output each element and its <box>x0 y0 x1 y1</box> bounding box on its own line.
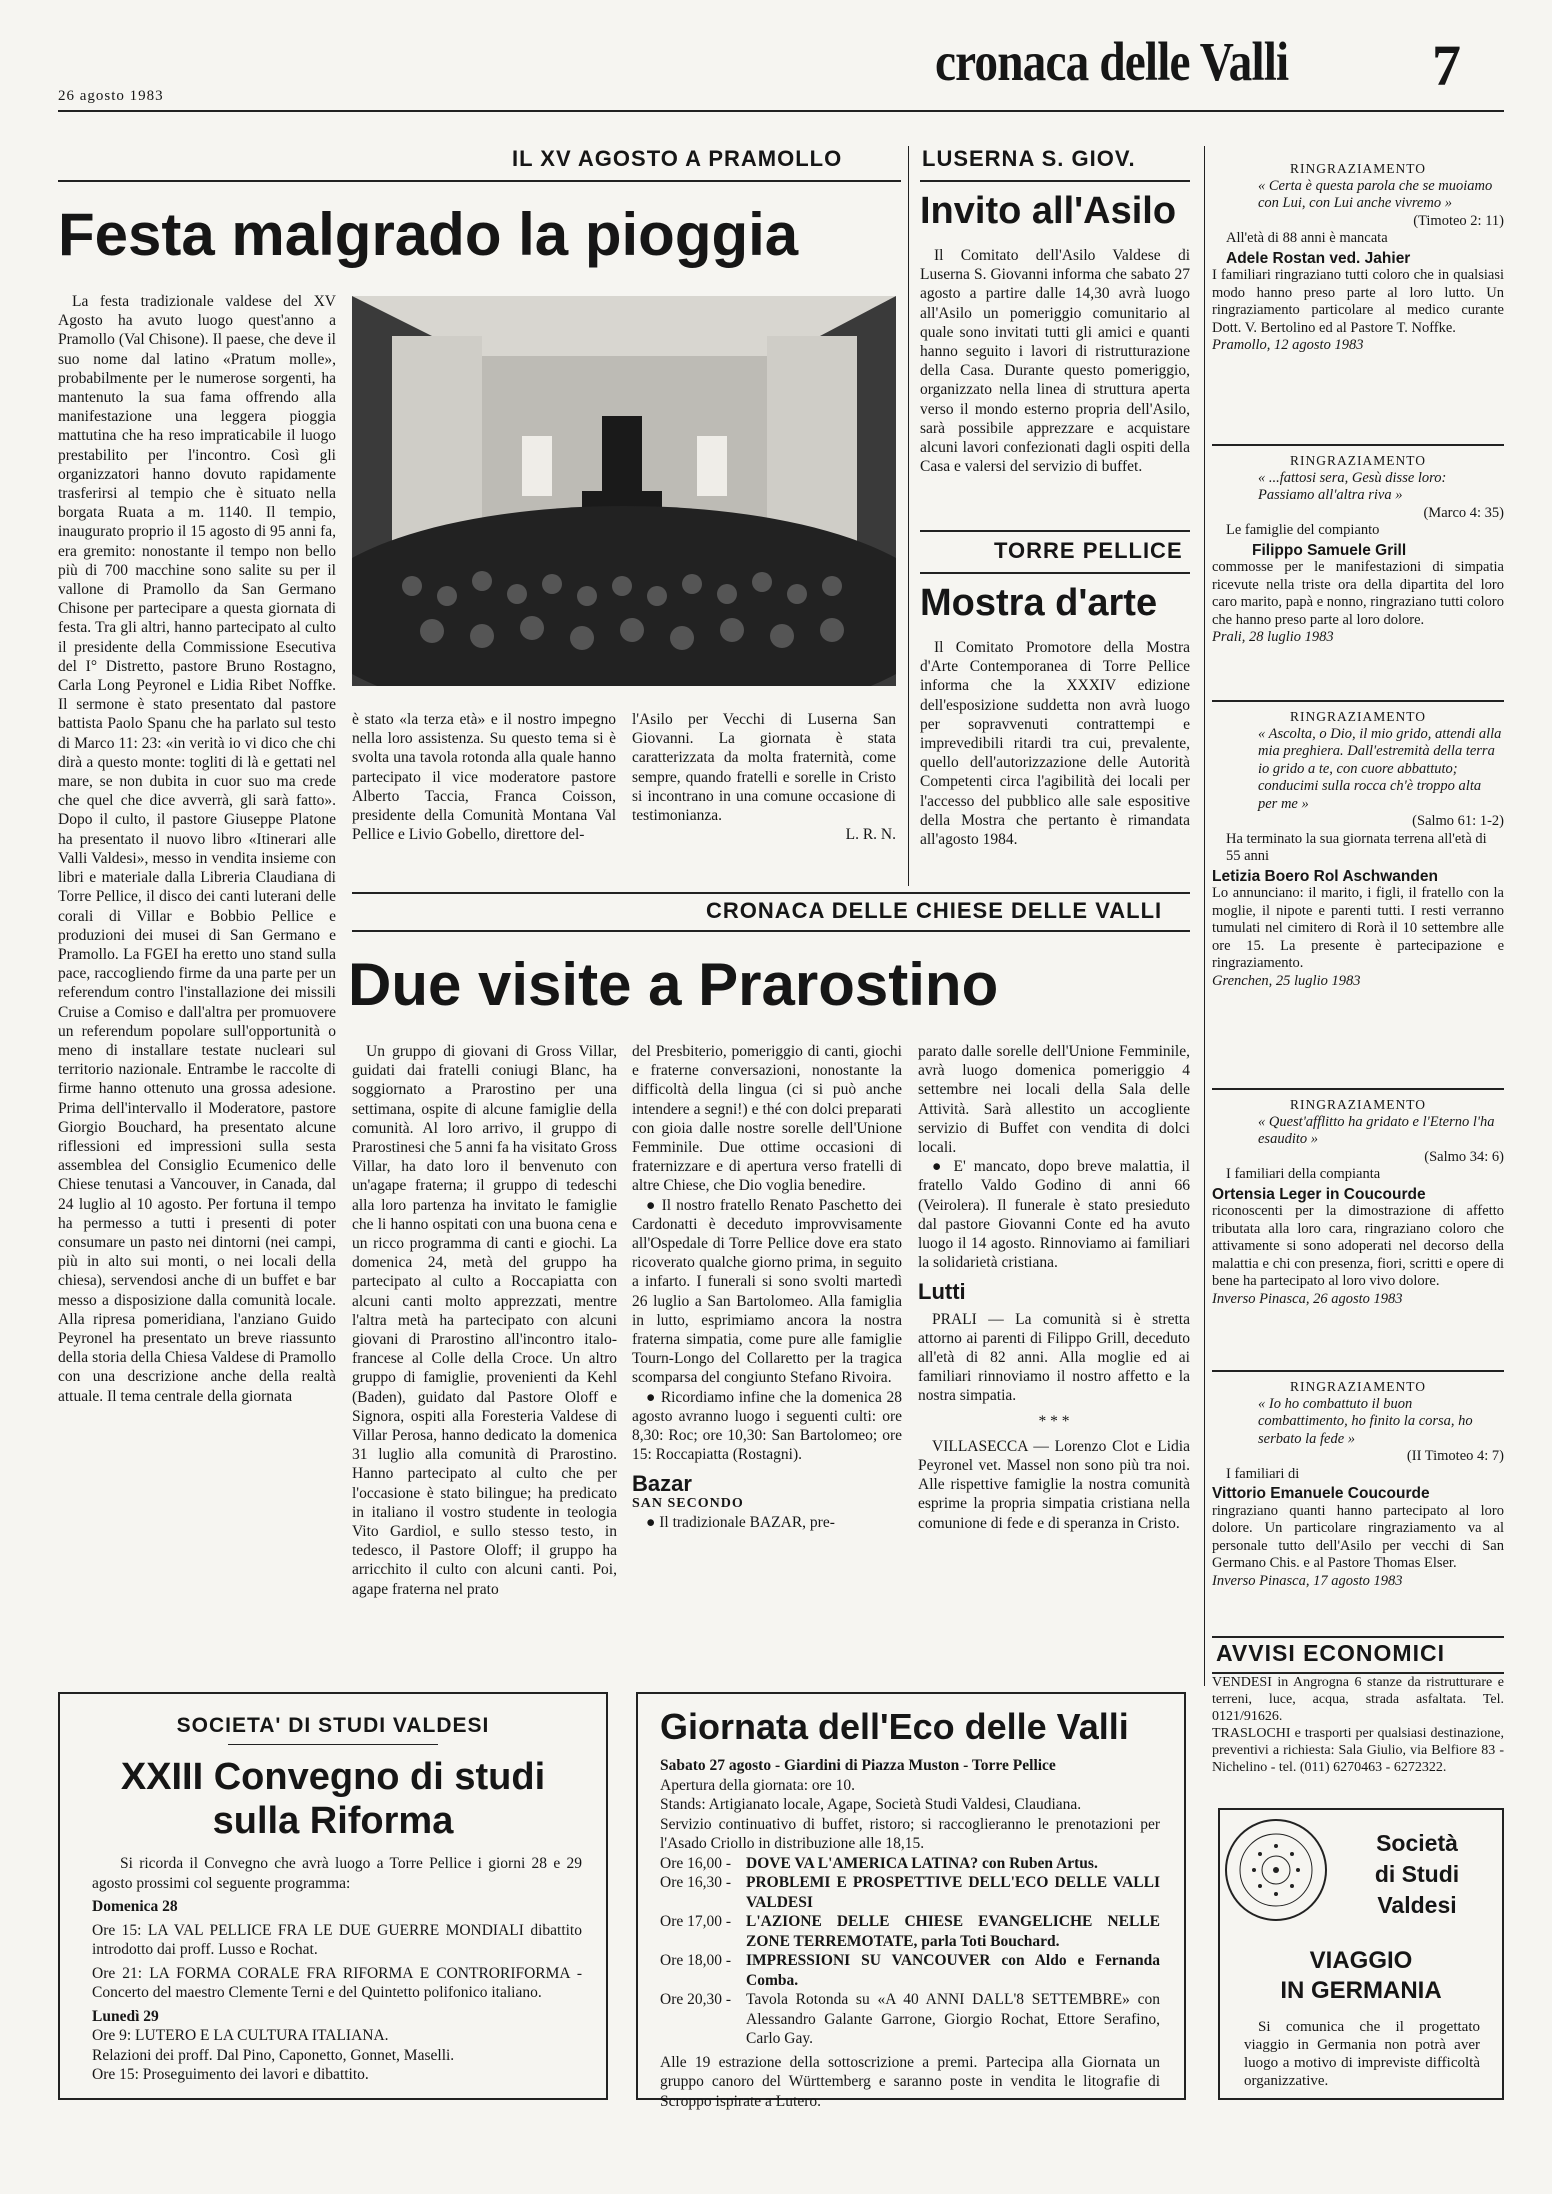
convegno-box <box>58 1692 608 2100</box>
deceased-name: Vittorio Emanuele Coucourde <box>1212 1485 1430 1502</box>
seal-icon <box>1222 1816 1330 1924</box>
deceased-name: Ortensia Leger in Coucourde <box>1212 1185 1426 1203</box>
prarostino-top-rule <box>352 892 1190 894</box>
bible-reference: (Marco 4: 35) <box>1423 504 1504 521</box>
page-number: 7 <box>1432 33 1461 98</box>
separator-stars: * * * <box>1038 1412 1070 1430</box>
deceased-name: Filippo Samuele Grill <box>1252 541 1407 559</box>
ringraziamento-4: RINGRAZIAMENTO « Quest'afflitto ha gridato e l'Eterno l'ha esaudito » (Salmo 34: 6) I familiari della compianta Ortensia Leger in Coucourde riconoscenti per la dimostrazione di affetto tributata alla loro cara, ringraziano coloro che attivamente si sono adoperati nel decorso della malattia e chi con presenza, fiori, scritti e opere di bene ha partecipato al loro vivo dolore. Inverso Pinasca, 26 agosto 1983 <box>1212 1097 1504 1307</box>
vertical-rule-left <box>908 146 909 886</box>
program-item: Ore 18,00 - IMPRESSIONI SU VANCOUVER con Aldo e Fernanda Comba. <box>660 1952 1160 1989</box>
issue-date: 26 agosto 1983 <box>58 88 164 104</box>
list-item: ● Il nostro fratello Renato Paschetto dei Cardonatti è deceduto improvvisamente all'Ospedale di Torre Pellice dove era stato ricoverato qualche giorno prima, in seguito a infarto. I funerali si sono svolti martedì 26 luglio a San Bartolomeo. Alla famiglia in lutto, esprimiamo ancora la nostra fraterna simpatia, come pure alle famiglie Tourn-Longo del Collaretto per la tragica scomparsa del congiunto Stefano Rivoira. <box>632 1196 902 1387</box>
bible-reference: (II Timoteo 4: 7) <box>1406 1448 1504 1464</box>
pramollo-column-1: La festa tradizionale valdese del XV Agosto ha avuto luogo quest'anno a Pramollo (Val Chisone). Il paese, che deve il suo nome dal latino «Pratum molle», probabilmente per le numerose sorgenti, ha mantenuto la sua fama offrendo alla manifestazione una leggera pioggia mattutina che ha reso impraticabile il luogo prestabilito per l'incontro. Così gli organizzatori hanno dovuto rapidamente trasferirsi al tempio che è situato nella borgata Ruata a m. 1140. Il tempio, inaugurato proprio il 15 agosto di 95 anni fa, era gremito: nonostante il tempo non bello più di 700 macchine sono salite su per il vallone di Pramollo da San Germano Chisone per partecipare a questa giornata di festa. Tra gli altri, hanno partecipato al culto il presidente della Commissione Esecutiva del I° Distretto, pastore Bruno Rostagno, Carla Long Peyronel e Lidia Ribet Noffke. Il sermone è stato presentato dal pastore battista Paolo Spanu che ha parlato sul testo di Marco 11: 23: «in verità io vi dico che chi dirà a questo monte: togliti di là e gettati nel mare, se non dubita in cuor suo ma crede che quel che dice avverrà, gli sarà fatto». Dopo il culto, il pastore Giuseppe Platone ha presentato il nuovo libro «Itinerari alle Valli Valdesi», messo in vendita insieme con libri e materiale dalla Libreria Claudiana di Torre Pellice, il disco dei canti luterani delle corali di Villar e Bobbio Pellice e produzioni dei musei di San Germano e Pramollo. La FGEI ha eretto uno stand sulla pace, raccogliendo firme da una parte per un referendum contro l'installazione dei missili Cruise a Comiso e dall'altra per promuovere un referendum popolare sull'opportunità o meno di installare testate nucleari sul territorio nazionale. Entrambe le raccolte di firme hanno ottenuto una grossa adesione. Prima dell'intervallo il Moderatore, pastore Giorgio Bouchard, ha presentato alcune riflessioni ed impressioni sulla sesta assemblea del Consiglio Ecumenico delle Chiese tenutasi a Vancouver, in Canada, dal 24 luglio al 10 agosto. Per fortuna il tempo ha permesso a tutti i presenti di poter consumare un pasto nei dintorni (nei campi, più in alto sui monti, o nei locali della chiesa), servendosi anche di un buffet e bar messo a disposizione dalla comunità locale. Alla ripresa pomeridiana, l'anziano Guido Peyronel ha presentato un breve riassunto della storia della Chiesa Valdese di Pramollo con una descrizione anche della realtà attuale. Il tema centrale della giornata <box>58 293 336 1405</box>
ring-divider <box>1212 1370 1504 1372</box>
asilo-headline: Invito all'Asilo <box>920 190 1177 232</box>
ring-divider <box>1212 444 1504 446</box>
bullet-icon: ● <box>646 1196 662 1214</box>
prarostino-rule <box>352 930 1190 932</box>
masthead-title: cronaca delle Valli <box>935 31 1289 92</box>
giornata-body: Sabato 27 agosto - Giardini di Piazza Muston - Torre Pellice Apertura della giornata: ore 10. Stands: Artigianato locale, Agape, Società Studi Valdesi, Claudiana. Servizio continuativo di buffet, ristoro; si raccoglieranno le prenotazioni per l'Asado Criollo in distribuzione alle 18,15. Ore 16,00 - DOVE VA L'AMERICA LATINA? con Ruben Artus. Ore 16,30 - PROBLEMI E PROSPETTIVE DELL'ECO DELLE VALLI VALDESI Ore 17,00 - L'AZIONE DELLE CHIESE EVANGELICHE NELLE ZONE TERREMOTATE, parla Toti Bouchard. Ore 18,00 - IMPRESSIONI SU VANCOUVER con Aldo e Fernanda Comba. Ore 20,30 - Tavola Rotonda su «A 40 ANNI DALL'8 SETTEMBRE» con Alessandro Galante Garrone, Giorgio Rochat, Ettore Serafino, Carlo Gay. Alle 19 estrazione della sottoscrizione a premi. Partecipa alla Giornata un gruppo canoro del Württemberg e saranno poste in vendita le litografie di Scroppo ispirate a Lutero. <box>660 1757 1160 2110</box>
avvisi-text: VENDESI in Angrogna 6 stanze da ristrutturare e terreni, luce, acqua, strada asfaltata. Tel. 0121/91626. TRASLOCHI e trasporti per qualsiasi destinazione, preventivi a richiesta: Sala Giulio, via Belfiore 83 - Nichelino - tel. (011) 6270463 - 6272322. <box>1212 1675 1504 1775</box>
bible-quote: « ...fattosi sera, Gesù disse loro: Passiamo all'altra riva » <box>1258 469 1447 503</box>
ring-divider <box>1212 1088 1504 1090</box>
bible-quote: « Io ho combattuto il buon combattimento, ho finito la corsa, ho serbato la fede » <box>1258 1395 1473 1447</box>
convegno-body: Si ricorda il Convegno che avrà luogo a Torre Pellice i giorni 28 e 29 agosto prossimi col seguente programma: Domenica 28 Ore 15: LA VAL PELLICE FRA LE DUE GUERRE MONDIALI dibattito introdotto dai proff. Lusso e Rochat. Ore 21: LA FORMA CORALE FRA RIFORMA E CONTRORIFORMA - Concerto del maestro Clemente Terni e del Quintetto polifonico italiano. Lunedì 29 Ore 9: LUTERO E LA CULTURA ITALIANA. Relazioni dei proff. Dal Pino, Caponetto, Gonnet, Maselli. Ore 15: Proseguimento dei lavori e dibattito. <box>92 1855 582 2083</box>
convegno-title-1: XXIII Convegno di studi <box>120 1756 546 1798</box>
ringraziamento-3: RINGRAZIAMENTO « Ascolta, o Dio, il mio grido, attendi alla mia preghiera. Dall'estremità della terra io grido a te, con cuore abbattuto; conducimi sulla rocca ch'è troppo alta per me » (Salmo 61: 1-2) Ha terminato la sua giornata terrena all'età di 55 anni Letizia Boero Rol Aschwanden Lo annunciano: il marito, i figli, il fratello con la moglie, il nipote e parenti tutti. I resti verranno tumulati nel cimitero di Rorà il 10 settembre alle ore 15. La presente è partecipazione e ringraziamento. Grenchen, 25 luglio 1983 <box>1212 709 1504 989</box>
viaggio-org: Società di Studi Valdesi <box>1374 1830 1460 1918</box>
deceased-name: Letizia Boero Rol Aschwanden <box>1212 867 1438 885</box>
asilo-rule <box>920 180 1190 182</box>
society-seal <box>1222 1816 1330 1924</box>
ring-divider <box>1212 1636 1504 1638</box>
pramollo-kicker: IL XV AGOSTO A PRAMOLLO <box>512 146 843 171</box>
mostra-kicker: TORRE PELLICE <box>994 538 1183 563</box>
masthead-rule <box>58 110 1504 112</box>
viaggio-title: VIAGGIO IN GERMANIA <box>1280 1947 1442 2004</box>
ringraziamento-title: RINGRAZIAMENTO <box>1290 1379 1426 1394</box>
program-item: Ore 20,30 - Tavola Rotonda su «A 40 ANNI DALL'8 SETTEMBRE» con Alessandro Galante Garrone, Giorgio Rochat, Ettore Serafino, Carlo Gay. <box>660 1991 1160 2047</box>
prarostino-column-1: Un gruppo di giovani di Gross Villar, guidati dai fratelli coniugi Blanc, ha soggiornato a Prarostino per una settimana, ospite di alcune famiglie della comunità. Al loro arrivo, il gruppo di Prarostinesi che 5 anni fa ha visitato Gross Villar, ha dato loro il benvenuto con un'agape fraterna; il gruppo di tedeschi alla loro partenza ha invitato le famiglie che li hanno ospitati con una buona cena e un ricco programma di canti e giochi. La domenica 24, metà del gruppo ha partecipato al culto a Roccapiatta con alcuni canti molto apprezzati, mentre l'altra metà ha partecipato con alcuni giovani di Prarostino all'incontro italo-francese al Colle della Croce. Un altro gruppo di famiglie, provenienti da Kehl (Baden), guidato dal Pastore Oloff e Signora, ospiti alla Foresteria Valdese di Villar Perosa, hanno dedicato la domenica 31 luglio alla comunità di Prarostino. Hanno partecipato al culto che per l'occasione è stato bilingue; ha predicato in italiano il vostro studente in teologia Vito Gardiol, e sullo stesso testo, in tedesco, il Pastore Oloff; il gruppo ha arricchito il culto con alcuni canti. Poi, agape fraterna nel prato <box>352 1043 617 1598</box>
asilo-kicker: LUSERNA S. GIOV. <box>922 146 1136 171</box>
list-item: ● Ricordiamo infine che la domenica 28 agosto avranno luogo i seguenti culti: ore 8,30: Roc; ore 10,30: San Bartolomeo; ore 15: Roccapiatta (Rostagni). <box>632 1388 902 1464</box>
deceased-name: Adele Rostan ved. Jahier <box>1226 249 1411 267</box>
ringraziamento-title: RINGRAZIAMENTO <box>1290 453 1426 468</box>
mostra-headline: Mostra d'arte <box>920 582 1158 624</box>
pramollo-signature: L. R. N. <box>845 826 896 844</box>
bible-quote: « Certa è questa parola che se muoiamo con Lui, con Lui anche vivremo » <box>1258 177 1493 211</box>
photo-illustration <box>352 296 896 686</box>
prarostino-kicker: CRONACA DELLE CHIESE DELLE VALLI <box>706 898 1163 923</box>
giornata-box <box>636 1692 1186 2110</box>
ringraziamento-title: RINGRAZIAMENTO <box>1290 709 1426 724</box>
prarostino-news-list <box>632 1196 902 1465</box>
prarostino-headline: Due visite a Prarostino <box>348 951 999 1018</box>
vertical-rule-right <box>1204 146 1205 1686</box>
lutti-title: Lutti <box>918 1279 966 1305</box>
mostra-top-rule <box>920 530 1190 532</box>
intro-line: Ha terminato la sua giornata terrena all'età di 55 anni <box>1226 830 1487 864</box>
convegno-rule <box>228 1744 438 1745</box>
bullet-icon: ● <box>932 1158 954 1176</box>
bible-quote: « Quest'afflitto ha gridato e l'Eterno l'ha esaudito » <box>1258 1113 1495 1147</box>
ringraziamento-2: RINGRAZIAMENTO « ...fattosi sera, Gesù disse loro: Passiamo all'altra riva » (Marco 4: 35) Le famiglie del compianto Filippo Samuele Grill commosse per le manifestazioni di simpatia ricevute nella triste ora della dipartita del loro caro marito, papà e nonno, ringraziano tutti coloro che hanno preso parte al loro dolore. Prali, 28 luglio 1983 <box>1212 453 1504 645</box>
ringraziamento-title: RINGRAZIAMENTO <box>1290 1097 1426 1112</box>
convegno-org: SOCIETA' DI STUDI VALDESI <box>176 1714 490 1737</box>
ring-divider <box>1212 700 1504 702</box>
intro-line: I familiari di <box>1226 1465 1300 1482</box>
pramollo-rule <box>58 180 901 182</box>
viaggio-box <box>1218 1808 1504 2100</box>
avvisi-title: AVVISI ECONOMICI <box>1216 1640 1445 1666</box>
place-date: Pramollo, 12 agosto 1983 <box>1212 337 1364 353</box>
bazar-title: Bazar <box>632 1471 692 1497</box>
program-item: Ore 16,00 - DOVE VA L'AMERICA LATINA? con Ruben Artus. <box>660 1854 1098 1872</box>
ringraziamento-title: RINGRAZIAMENTO <box>1290 161 1426 176</box>
pramollo-column-2: è stato «la terza età» e il nostro impegno nella loro assistenza. Su questo tema si è svolta una tavola rotonda alla quale hanno partecipato il vice moderatore pastore Alberto Taccia, Franca Coisson, presidente della Comunità Montana Val Pellice e Livio Gobello, direttore del- <box>352 711 616 844</box>
program-item: Ore 17,00 - L'AZIONE DELLE CHIESE EVANGELICHE NELLE ZONE TERREMOTATE, parla Toti Bouchard. <box>660 1913 1160 1950</box>
bible-reference: (Salmo 34: 6) <box>1424 1148 1504 1165</box>
place-date: Grenchen, 25 luglio 1983 <box>1212 972 1361 989</box>
place-date: Prali, 28 luglio 1983 <box>1212 629 1334 645</box>
intro-line: All'età di 88 anni è mancata <box>1226 230 1388 246</box>
church-photo <box>352 296 896 686</box>
pramollo-headline: Festa malgrado la pioggia <box>58 201 799 268</box>
place-date: Inverso Pinasca, 17 agosto 1983 <box>1212 1572 1403 1589</box>
bible-reference: (Salmo 61: 1-2) <box>1412 813 1504 829</box>
pramollo-column-3: l'Asilo per Vecchi di Luserna San Giovanni. La giornata è stata caratterizzata da molta fraternità, come sempre, quando fratelli e sorelle in Cristo si incontrano in una comune occasione di testimonianza. L. R. N. <box>632 711 896 844</box>
giornata-title: Giornata dell'Eco delle Valli <box>660 1706 1129 1747</box>
prarostino-column-3: parato dalle sorelle dell'Unione Femminile, avrà luogo domenica pomeriggio 4 settembre nei locali della Sala delle Attività. Sarà allestito un accogliente servizio di Buffet con vendita di dolci locali. ● E' mancato, dopo breve malattia, il fratello Valdo Godino di anni 66 (Veirolera). Il funerale è stato presieduto dal pastore Giovanni Conte ed ha avuto luogo il 14 agosto. Rinnoviamo ai familiari la solidarietà cristiana. Lutti PRALI — La comunità si è stretta attorno ai parenti di Filippo Grill, deceduto all'età di 82 anni. Alla moglie ed ai familiari rinnoviamo il nostro affetto e la nostra simpatia. * * * VILLASECCA — Lorenzo Clot e Lidia Peyronel vet. Massel non sono più tra noi. Alle rispettive famiglie la nostra comunità esprime la propria simpatia cristiana nella comunione di fede e di speranza in Cristo. <box>918 1043 1190 1532</box>
convegno-title-2: sulla Riforma <box>212 1800 454 1842</box>
mostra-rule <box>920 572 1190 574</box>
bullet-icon: ● <box>646 1388 661 1406</box>
mostra-body: Il Comitato Promotore della Mostra d'Arte Contemporanea di Torre Pellice informa che la XXXIV edizione dell'esposizione suddetta non avrà luogo per sopravvenuti contrattempi e imprevedibili ritardi tra cui, prevalente, quello dell'autorizzazione delle Autorità Competenti circa l'agibilità dei locali per l'accesso del pubblico alle sale espositive della Mostra che pertanto è rimandata all'agosto 1984. <box>920 639 1190 849</box>
bazar-place: SAN SECONDO <box>632 1495 744 1511</box>
ringraziamento-5: RINGRAZIAMENTO « Io ho combattuto il buon combattimento, ho finito la corsa, ho serbato la fede » (II Timoteo 4: 7) I familiari di Vittorio Emanuele Coucourde ringraziano quanti hanno partecipato al loro dolore. Un particolare ringraziamento va al personale tutto dell'Asilo per vecchi di San Germano Chis. e al Pastore Thomas Elser. Inverso Pinasca, 17 agosto 1983 <box>1212 1379 1504 1589</box>
intro-line: Le famiglie del compianto <box>1226 522 1380 538</box>
intro-line: I familiari della compianta <box>1226 1166 1381 1182</box>
asilo-body: Il Comitato dell'Asilo Valdese di Luserna S. Giovanni informa che sabato 27 agosto a partire dalle 14,30 avrà luogo all'Asilo un pomeriggio comunitario al quale sono invitati tutti gli amici e quanti hanno seguito i lavori di ristrutturazione della Casa. Durante questo pomeriggio, organizzato nella linea di struttura aperta verso il mondo esterno propria dell'Asilo, sarà possibile apprezzare e acquistare alcuni lavori confezionati dagli ospiti della Casa e valersi del servizio di buffet. <box>920 247 1190 476</box>
place-date: Inverso Pinasca, 26 agosto 1983 <box>1212 1290 1403 1307</box>
program-item: Ore 16,30 - PROBLEMI E PROSPETTIVE DELL'ECO DELLE VALLI VALDESI <box>660 1874 1160 1911</box>
viaggio-text: Si comunica che il progettato viaggio in Germania non potrà aver luogo a motivo di impreviste difficoltà organizzative. <box>1244 2019 1480 2089</box>
ringraziamento-1: RINGRAZIAMENTO « Certa è questa parola che se muoiamo con Lui, con Lui anche vivremo » (Timoteo 2: 11) All'età di 88 anni è mancata Adele Rostan ved. Jahier I familiari ringraziano tutti coloro che in qualsiasi modo hanno preso parte al loro lutto. Un ringraziamento particolare al medico curante Dott. V. Bertolino ed al Pastore T. Noffke. Pramollo, 12 agosto 1983 <box>1212 161 1504 353</box>
program-list <box>660 1854 1160 2049</box>
prarostino-column-2: del Presbiterio, pomeriggio di canti, giochi e fraterne conversazioni, nonostante la difficoltà della lingua (ci si può anche intendere a segni!) e thé con dolci preparati con gioia dalle nostre sorelle dell'Unione Femminile. Due ottime occasioni di fraternizzare e di apertura verso fratelli di altre Chiese, che Dio voglia benedire. ● Il nostro fratello Renato Paschetto dei Cardonatti è deceduto improvvisamente all'Ospedale di Torre Pellice dove era stato ricoverato qualche giorno prima, in seguito a infarto. I funerali si sono svolti martedì 26 luglio a San Bartolomeo. Alla famiglia in lutto, esprimiamo ancora la nostra fraterna simpatia, come pure alle famiglie Tourn-Longo del Collaretto per la tragica scomparsa del congiunto Stefano Rivoira. ● Ricordiamo infine che la domenica 28 agosto avranno luogo i seguenti culti: ore 8,30: Roc; ore 10,30: San Bartolomeo; ore 15: Roccapiatta (Rostagni). Bazar SAN SECONDO ● Il tradizionale BAZAR, pre- <box>632 1043 902 1531</box>
bible-quote: « Ascolta, o Dio, il mio grido, attendi alla mia preghiera. Dall'estremità della terra io grido a te, con cuore abbattuto; conducimi sulla rocca ch'è troppo alta per me » <box>1258 725 1502 812</box>
bullet-icon: ● <box>646 1513 660 1531</box>
bible-reference: (Timoteo 2: 11) <box>1413 212 1504 229</box>
